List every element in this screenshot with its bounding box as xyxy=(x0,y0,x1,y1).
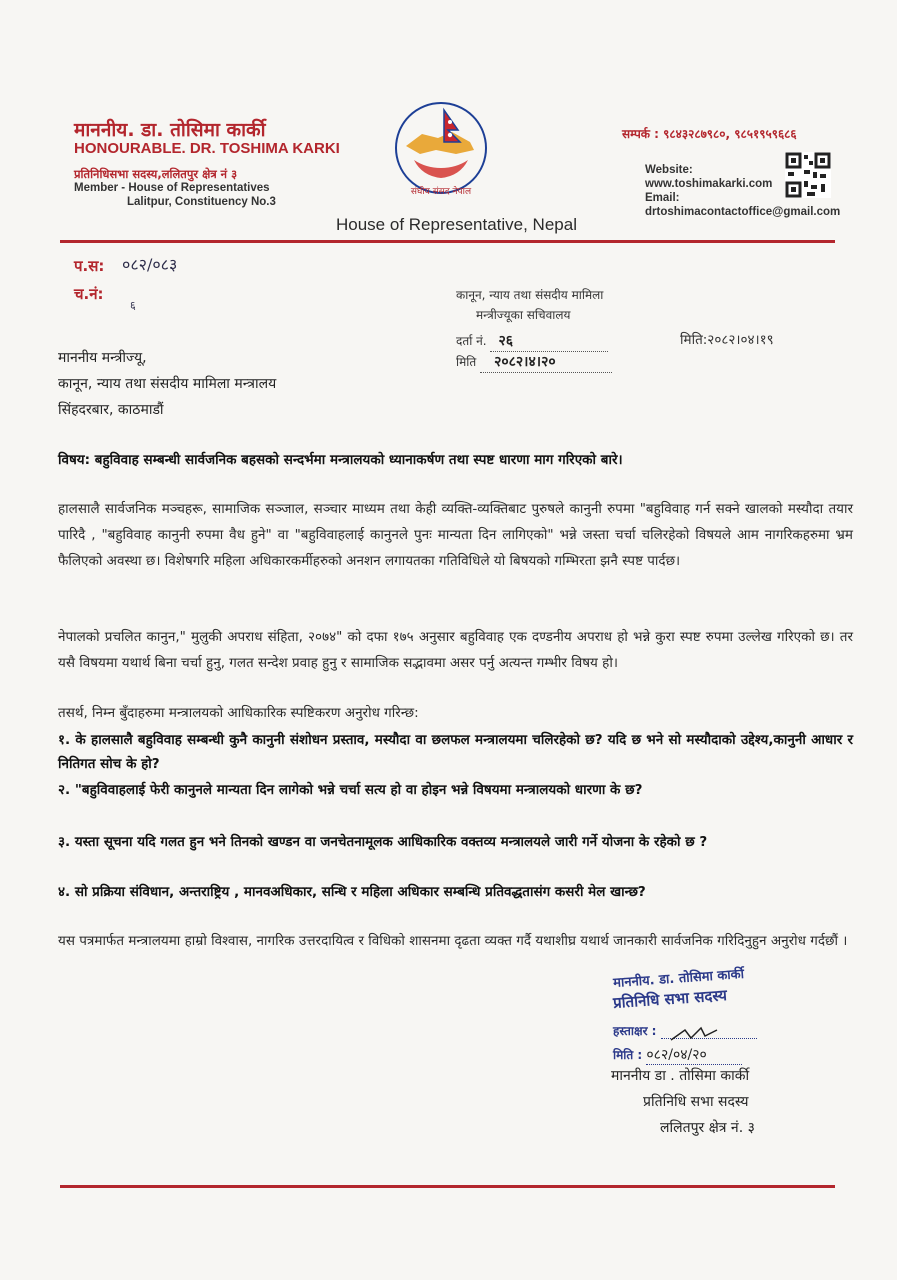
receipt-stamp-line1: कानून, न्याय तथा संसदीय मामिला xyxy=(456,288,604,302)
cn-value: ६ xyxy=(130,299,136,312)
website-link[interactable]: www.toshimakarki.com xyxy=(645,178,773,190)
signature-name: माननीय डा . तोसिमा कार्की xyxy=(611,1068,750,1084)
name-nepali: माननीय. डा. तोसिमा कार्की xyxy=(74,119,266,141)
footer-divider xyxy=(60,1185,835,1188)
logo-text: संघीय संसद नेपाल xyxy=(410,187,472,197)
signature-constituency: ललितपुर क्षेत्र नं. ३ xyxy=(660,1120,755,1136)
signature-stamp xyxy=(613,968,757,1065)
point-4: ४. सो प्रक्रिया संविधान, अन्तराष्ट्रिय , मानवअधिकार, सन्धि र महिला अधिकार सम्बन्धि प्रतिवद्धतासंग कसरी मेल खान्छ? xyxy=(58,884,646,900)
signature-title: प्रतिनिधि सभा सदस्य xyxy=(643,1094,749,1110)
point-2: २. "बहुविवाहलाई फेरी कानुनले मान्यता दिन लागेको भन्ने चर्चा सत्य हो वा होइन भन्ने विषयमा मन्त्रालयको धारणा के छ? xyxy=(58,782,643,798)
receipt-miti-value: २०८२।४।२० xyxy=(494,354,556,370)
email-label: Email: xyxy=(645,192,680,204)
house-title: House of Representative, Nepal xyxy=(336,215,577,234)
darta-value: २६ xyxy=(498,333,513,349)
receipt-stamp-line2: मन्त्रीज्यूका सचिवालय xyxy=(476,308,571,322)
receipt-miti-label: मिति xyxy=(456,355,477,369)
contact-numbers: सम्पर्क : ९८४३२८७९८०, ९८५१९५९६८६ xyxy=(622,127,797,141)
closing-paragraph: यस पत्रमार्फत मन्त्रालयमा हाम्रो विश्वास, नागरिक उत्तरदायित्व र विधिको शासनमा दृढता व्यक्त गर्दै यथाशीघ्र यथार्थ जानकारी सार्वजनिक गरिदिनुहुन अनुरोध गर्दछौं । xyxy=(58,933,848,949)
member-nepali: प्रतिनिधिसभा सदस्य,ललितपुर क्षेत्र नं ३ xyxy=(74,167,238,181)
stamp-name: माननीय. डा. तोसिमा कार्की xyxy=(612,966,745,991)
stamp-date-value: ०८२/०४/२० xyxy=(646,1045,742,1065)
subject-line: विषय: बहुविवाह सम्बन्धी सार्वजनिक बहसको सन्दर्भमा मन्त्रालयको ध्यानाकर्षण तथा स्पष्ट धारणा माग गरिएको बारे। xyxy=(58,452,623,468)
cn-label: च.नं: xyxy=(74,285,104,303)
signature-scribble-icon xyxy=(661,1026,757,1044)
receipt-stamp xyxy=(456,285,612,373)
stamp-title: प्रतिनिधि सभा सदस्य xyxy=(612,986,728,1012)
qr-code-icon xyxy=(785,152,831,198)
member-english-line1: Member - House of Representatives xyxy=(74,182,270,194)
point-1: १. के हालसालै बहुविवाह सम्बन्धी कुनै कानुनी संशोधन प्रस्ताव, मस्यौदा वा छलफल मन्त्रालयमा चलिरहेको छ? यदि छ भने सो मस्यौदाको उद्देश्य,कानुनी आधार र नितिगत सोच के हो? xyxy=(58,732,853,772)
letter-date: मिति:२०८२।०४।१९ xyxy=(680,332,774,348)
website-label: Website: xyxy=(645,164,693,176)
body-paragraph-1: हालसालै सार्वजनिक मञ्चहरू, सामाजिक सञ्जाल, सञ्चार माध्यम तथा केही व्यक्ति-व्यक्तिबाट पुरुषले कानुनी रुपमा "बहुविवाह गर्न सक्ने खालको मस्यौदा तयार पारिदै , "बहुविवाह कानुनी रुपमा वैध हुने" वा "बहुविवाहलाई कानुनले पुनः मान्यता दिन लागिएको" भन्ने जस्ता चर्चा चलिरहेको विषयले आम नागरिकहरुमा भ्रम फैलिएको अवस्था छ। विशेषगरि महिला अधिकारकर्मीहरुको अनशन लगायतका गतिविधिले यो बिषयको गम्भिरता झनै स्पष्ट पार्दछ। xyxy=(58,501,853,569)
point-3: ३. यस्ता सूचना यदि गलत हुन भने तिनको खण्डन वा जनचेतनामूलक आधिकारिक वक्तव्य मन्त्रालयले जारी गर्ने योजना के रहेको छ ? xyxy=(58,834,708,850)
email-link[interactable]: drtoshimacontactoffice@gmail.com xyxy=(645,206,841,218)
addressee-line3: सिंहदरबार, काठमाडौं xyxy=(58,402,164,418)
body-paragraph-2: नेपालको प्रचलित कानुन," मुलुकी अपराध संहिता, २०७४" को दफा १७५ अनुसार बहुविवाह एक दण्डनीय अपराध हो भन्ने कुरा स्पष्ट रुपमा उल्लेख गरिएको छ। तर यसै विषयमा यथार्थ बिना चर्चा हुनु, गलत सन्देश प्रवाह हुनु र सामाजिक सद्भावमा असर पर्नु अत्यन्त गम्भीर विषय हो। xyxy=(58,629,853,671)
addressee-line2: कानून, न्याय तथा संसदीय मामिला मन्त्रालय xyxy=(58,376,277,392)
sign-label: हस्ताक्षर : xyxy=(613,1024,657,1038)
member-english-line2: Lalitpur, Constituency No.3 xyxy=(127,196,276,208)
body-paragraph-3: तसर्थ, निम्न बुँदाहरुमा मन्त्रालयको आधिकारिक स्पष्टिकरण अनुरोध गरिन्छ: xyxy=(58,705,419,721)
header-divider xyxy=(60,240,835,243)
darta-label: दर्ता नं. xyxy=(456,334,487,348)
addressee-line1: माननीय मन्त्रीज्यू, xyxy=(58,350,147,366)
stamp-date-label: मिति : xyxy=(613,1048,643,1062)
parliament-logo xyxy=(392,98,490,206)
name-english: HONOURABLE. DR. TOSHIMA KARKI xyxy=(74,140,340,157)
ps-value: ०८२/०८३ xyxy=(122,255,178,274)
ps-label: प.स: xyxy=(74,257,105,275)
